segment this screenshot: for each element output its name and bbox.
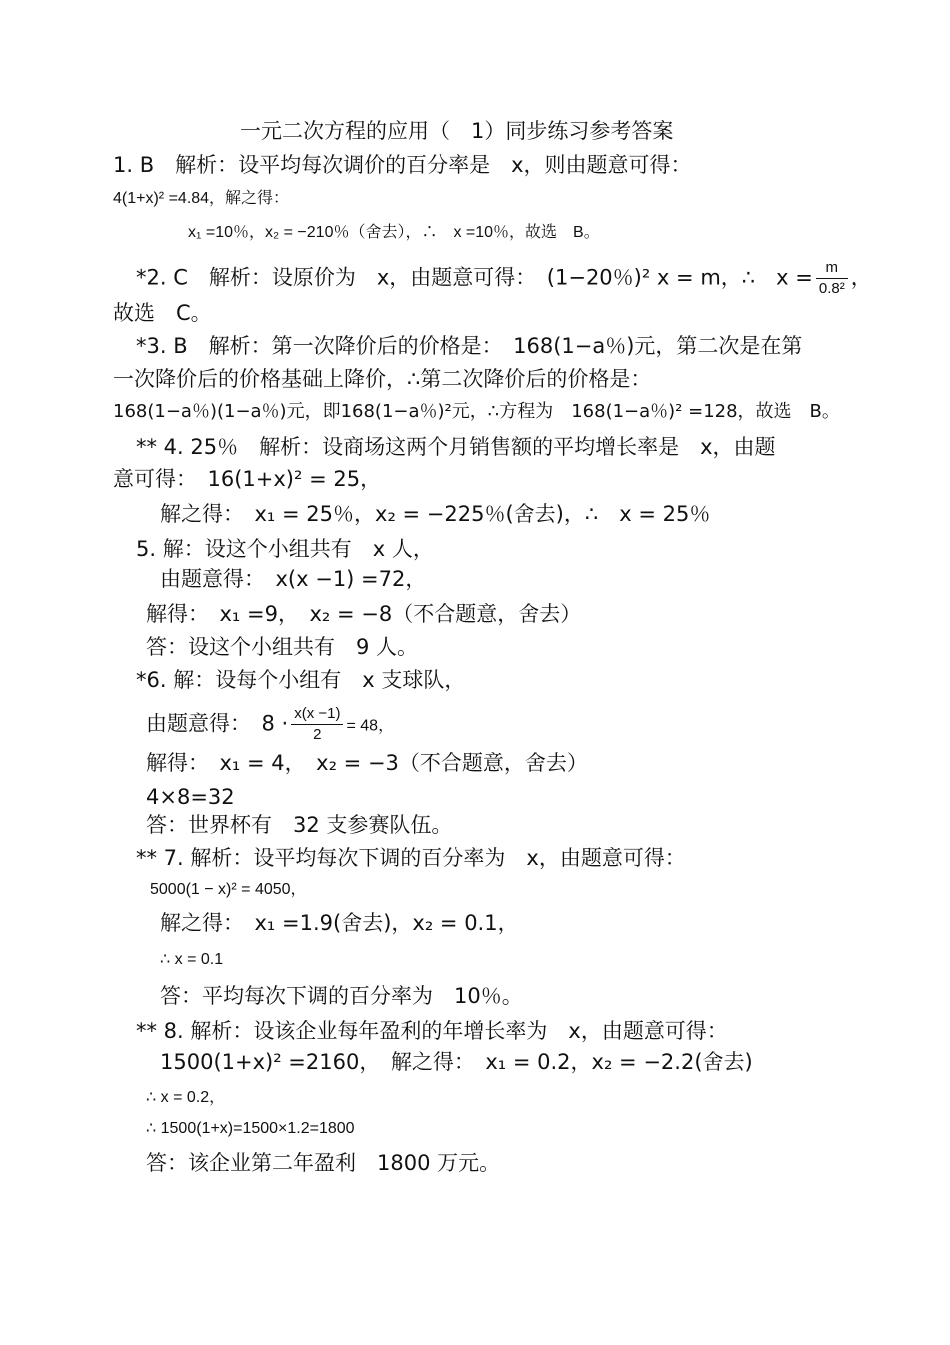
answer-3-line-2: 一次降价后的价格基础上降价，∴第二次降价后的价格是：: [113, 367, 652, 391]
answer-4-solution: 解之得： x₁ = 25％，x₂ = −225％(舍去)，∴ x = 25％: [160, 502, 711, 526]
answer-5-answer: 答：设这个小组共有 9 人。: [146, 635, 419, 659]
fraction-tail: = 48，: [346, 717, 395, 735]
document-title: 一元二次方程的应用（ 1）同步练习参考答案: [240, 119, 674, 143]
answer-1-equation: 4(1+x)² =4.84，解之得：: [113, 190, 290, 207]
answer-1-line: 1. B 解析：设平均每次调价的百分率是 x，则由题意可得：: [113, 153, 692, 177]
answer-2-text: *2. C 解析：设原价为 x，由题意可得： (1−20％)² x = m，∴ x =: [136, 265, 813, 290]
fraction-denominator: 2: [313, 726, 322, 743]
answer-5-equation: 由题意得： x(x −1) =72，: [160, 567, 427, 591]
answer-5-line: 5. 解：设这个小组共有 x 人，: [136, 537, 434, 561]
answer-8-result: ∴ x = 0.2，: [146, 1089, 226, 1106]
answer-3-line-3: 168(1−a％)(1−a％)元，即168(1−a％)²元，∴方程为 168(1−a％)² =128，故选 B。: [113, 401, 840, 422]
answer-2-choice: 故选 C。: [113, 301, 212, 325]
answer-7-line: ** 7. 解析：设平均每次下调的百分率为 x，由题意可得：: [136, 846, 686, 870]
answer-8-equation: 1500(1+x)² =2160， 解之得： x₁ = 0.2，x₂ = −2.2(舍去): [160, 1050, 753, 1074]
answer-6-solution: 解得： x₁ = 4， x₂ = −3（不合题意，舍去）: [146, 751, 588, 775]
answer-6-product: 4×8=32: [146, 785, 235, 809]
answer-8-calc: ∴ 1500(1+x)=1500×1.2=1800: [146, 1120, 355, 1137]
answer-7-result: ∴ x = 0.1: [160, 951, 224, 968]
fraction-denominator: 0.8²: [818, 280, 845, 297]
answer-1-solution: x₁ =10％，x₂ = −210％（舍去），∴ x =10％，故选 B。: [188, 224, 600, 241]
fraction-numerator: m: [816, 258, 848, 279]
answer-3-line: *3. B 解析：第一次降价后的价格是： 168(1−a％)元，第二次是在第: [136, 334, 803, 358]
answer-4-line-2: 意可得： 16(1+x)² = 25，: [113, 467, 382, 491]
fraction-tail: ，: [850, 265, 872, 290]
answer-8-line: ** 8. 解析：设该企业每年盈利的年增长率为 x，由题意可得：: [136, 1019, 728, 1043]
answer-4-line: ** 4. 25％ 解析：设商场这两个月销售额的平均增长率是 x，由题: [136, 435, 776, 459]
answer-2-fraction: [816, 258, 848, 299]
answer-7-solution: 解之得： x₁ =1.9(舍去)，x₂ = 0.1，: [160, 911, 519, 935]
answer-6-equation: [146, 704, 394, 745]
answer-5-solution: 解得： x₁ =9， x₂ = −8（不合题意，舍去）: [146, 602, 582, 626]
answer-6-answer: 答：世界杯有 32 支参赛队伍。: [146, 813, 453, 837]
answer-7-equation: 5000(1 − x)² = 4050，: [150, 881, 307, 898]
answer-7-answer: 答：平均每次下调的百分率为 10％。: [160, 984, 523, 1008]
fraction-numerator: x(x −1): [291, 704, 343, 725]
answer-2-line: [136, 258, 872, 299]
answer-6-text: 由题意得： 8 ·: [146, 711, 289, 736]
answer-6-fraction: [291, 704, 343, 745]
answer-6-line: *6. 解：设每个小组有 x 支球队，: [136, 668, 466, 692]
answer-8-answer: 答：该企业第二年盈利 1800 万元。: [146, 1151, 501, 1175]
